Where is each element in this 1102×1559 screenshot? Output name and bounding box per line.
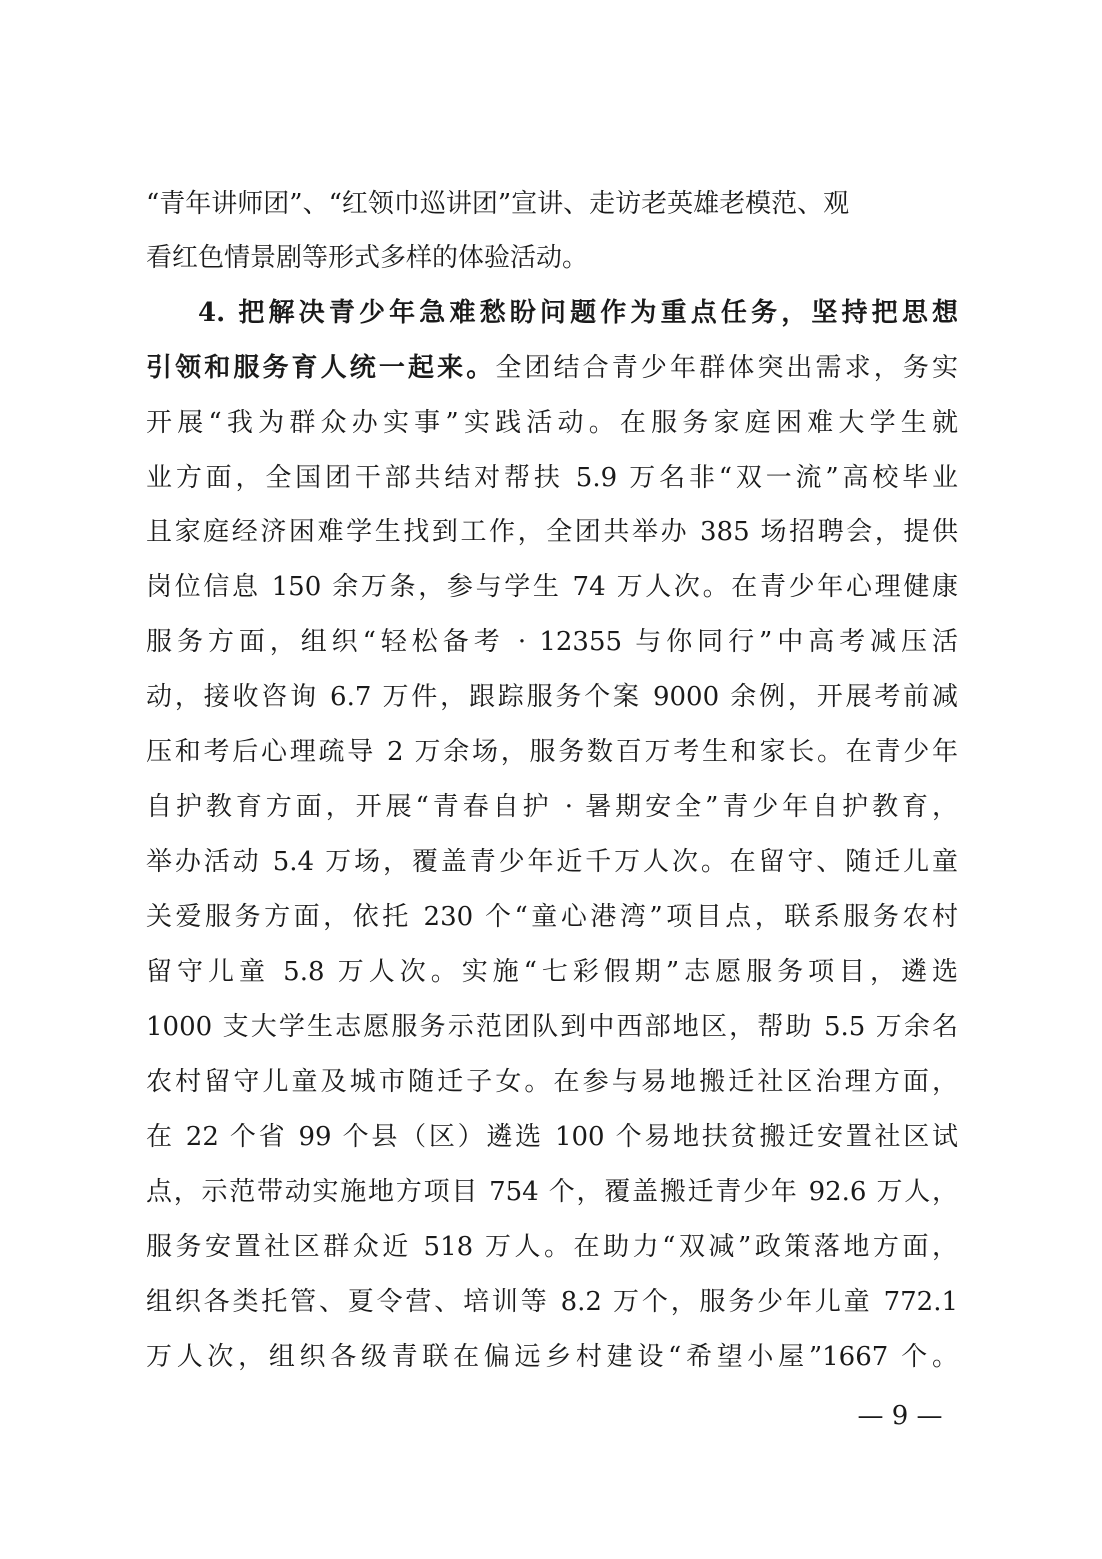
body-line-6: 业方面，全国团干部共结对帮扶 5.9 万名非“双一流”高校毕业 — [146, 463, 958, 493]
body-line-14: 关爱服务方面，依托 230 个“童心港湾”项目点，联系服务农村 — [146, 902, 958, 932]
body-line-13: 举办活动 5.4 万场，覆盖青少年近千万人次。在留守、随迁儿童 — [146, 847, 958, 877]
body-line-11: 压和考后心理疏导 2 万余场，服务数百万考生和家长。在青少年 — [146, 737, 958, 767]
body-line-9: 服务方面，组织“轻松备考 · 12355 与你同行”中高考减压活 — [146, 627, 958, 657]
body-line-21: 组织各类托管、夏令营、培训等 8.2 万个，服务少年儿童 772.1 — [146, 1287, 958, 1317]
body-line-7: 且家庭经济困难学生找到工作，全团共举办 385 场招聘会，提供 — [146, 517, 958, 547]
body-line-8: 岗位信息 150 余万条，参与学生 74 万人次。在青少年心理健康 — [146, 572, 958, 602]
body-line-5: 开展“我为群众办实事”实践活动。在服务家庭困难大学生就 — [146, 408, 958, 438]
body-line-1: “青年讲师团”、“红领巾巡讲团”宣讲、走访老英雄老模范、观 — [146, 189, 850, 219]
body-line-16: 1000 支大学生志愿服务示范团队到中西部地区，帮助 5.5 万余名 — [146, 1012, 958, 1042]
body-line-19: 点，示范带动实施地方项目 754 个，覆盖搬迁青少年 92.6 万人， — [146, 1177, 958, 1207]
body-line-18: 在 22 个省 99 个县（区）遴选 100 个易地扶贫搬迁安置社区试 — [146, 1122, 958, 1152]
page-number: — 9 — — [857, 1401, 943, 1431]
section-4-heading: 4. 把解决青少年急难愁盼问题作为重点任务，坚持把思想 — [198, 298, 958, 328]
body-line-20: 服务安置社区群众近 518 万人。在助力“双减”政策落地方面， — [146, 1232, 958, 1262]
body-line-22: 万人次，组织各级青联在偏远乡村建设“希望小屋”1667 个。 — [146, 1342, 958, 1372]
body-line-4: 引领和服务育人统一起来。全团结合青少年群体突出需求，务实 — [146, 353, 958, 383]
body-line-10: 动，接收咨询 6.7 万件，跟踪服务个案 9000 余例，开展考前减 — [146, 682, 958, 712]
body-line-2: 看红色情景剧等形式多样的体验活动。 — [146, 243, 589, 273]
body-line-12: 自护教育方面，开展“青春自护 · 暑期安全”青少年自护教育， — [146, 792, 958, 822]
body-line-15: 留守儿童 5.8 万人次。实施“七彩假期”志愿服务项目，遴选 — [146, 957, 958, 987]
body-line-17: 农村留守儿童及城市随迁子女。在参与易地搬迁社区治理方面， — [146, 1067, 958, 1097]
